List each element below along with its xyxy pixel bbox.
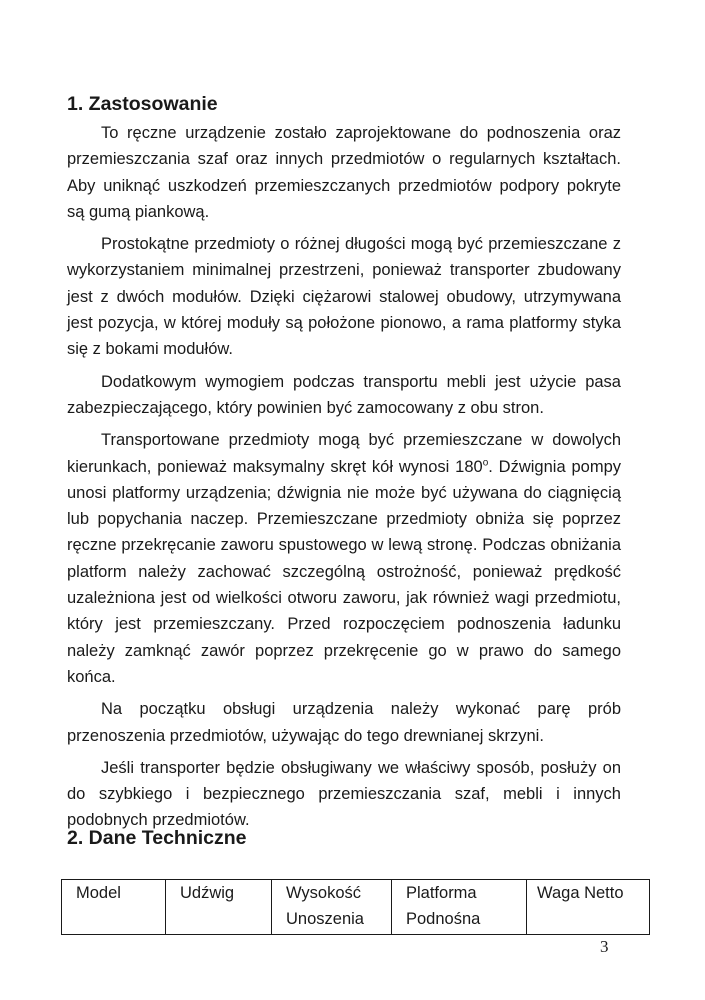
paragraph-1: To ręczne urządzenie zostało zaprojektowane do podnoszenia oraz przemieszczania szaf oraz innych przedmiotów o regularnych kształtach. Aby uniknąć uszkodzeń przemieszczanych przedmiotów podpory pokryte są gumą piankową. <box>67 124 621 221</box>
technical-data-table <box>61 879 650 935</box>
section-heading-zastosowanie: 1. Zastosowanie <box>67 93 218 115</box>
table-header-row <box>62 880 650 935</box>
table-header-cell-waga-netto: Waga Netto <box>527 880 650 935</box>
table-header-cell-model: Model <box>62 880 166 935</box>
section-heading-dane-techniczne: 2. Dane Techniczne <box>67 827 247 849</box>
table-header-cell-wysokosc-unoszenia: Wysokość Unoszenia <box>272 880 392 935</box>
paragraph-6: Jeśli transporter będzie obsługiwany we właściwy sposób, posłuży on do szybkiego i bezpiecznego przemieszczania szaf, mebli i innych podobnych przedmiotów. <box>67 758 621 830</box>
table-header-cell-udzwig: Udźwig <box>166 880 272 935</box>
paragraph-4-text-end: . Dźwignia pompy unosi platformy urządzenia; dźwignia nie może być używana do ciągnięcią lub popychania naczep. Przemieszczane przedmioty obniża się poprzez ręczne przekręcanie zaworu spustowego w lewą stronę. Podczas obniżania platform należy zachować szczególną ostrożność, ponieważ prędkość uzależniona jest od wielkości otworu zaworu, jak również wagi przedmiotu, który jest przemieszczany. Przed rozpoczęciem podnoszenia ładunku należy zamknąć zawór poprzez przekręcenie go w prawo do samego końca. <box>67 457 621 686</box>
degree-superscript: o <box>482 457 489 469</box>
paragraph-2: Prostokątne przedmioty o różnej długości mogą być przemieszczane z wykorzystaniem minimalnej przestrzeni, ponieważ transporter zbudowany jest z dwóch modułów. Dzięki ciężarowi stalowej obudowy, utrzymywana jest pozycja, w której moduły są położone pionowo, a rama platformy styka się z bokami modułów. <box>67 235 621 359</box>
table-header-cell-platforma-podnosna: Platforma Podnośna <box>392 880 527 935</box>
paragraph-5: Na początku obsługi urządzenia należy wykonać parę prób przenoszenia przedmiotów, używając do tego drewnianej skrzyni. <box>67 700 621 745</box>
paragraph-3: Dodatkowym wymogiem podczas transportu mebli jest użycie pasa zabezpieczającego, który powinien być zamocowany z obu stron. <box>67 372 621 417</box>
paragraph-4-text-start: Transportowane przedmioty mogą być przemieszczane w dowolych kierunkach, ponieważ maksymalny skręt kół wynosi 180 <box>67 431 621 476</box>
section-body-zastosowanie <box>67 120 621 840</box>
paragraph-4 <box>67 427 621 690</box>
page-number: 3 <box>600 937 609 956</box>
